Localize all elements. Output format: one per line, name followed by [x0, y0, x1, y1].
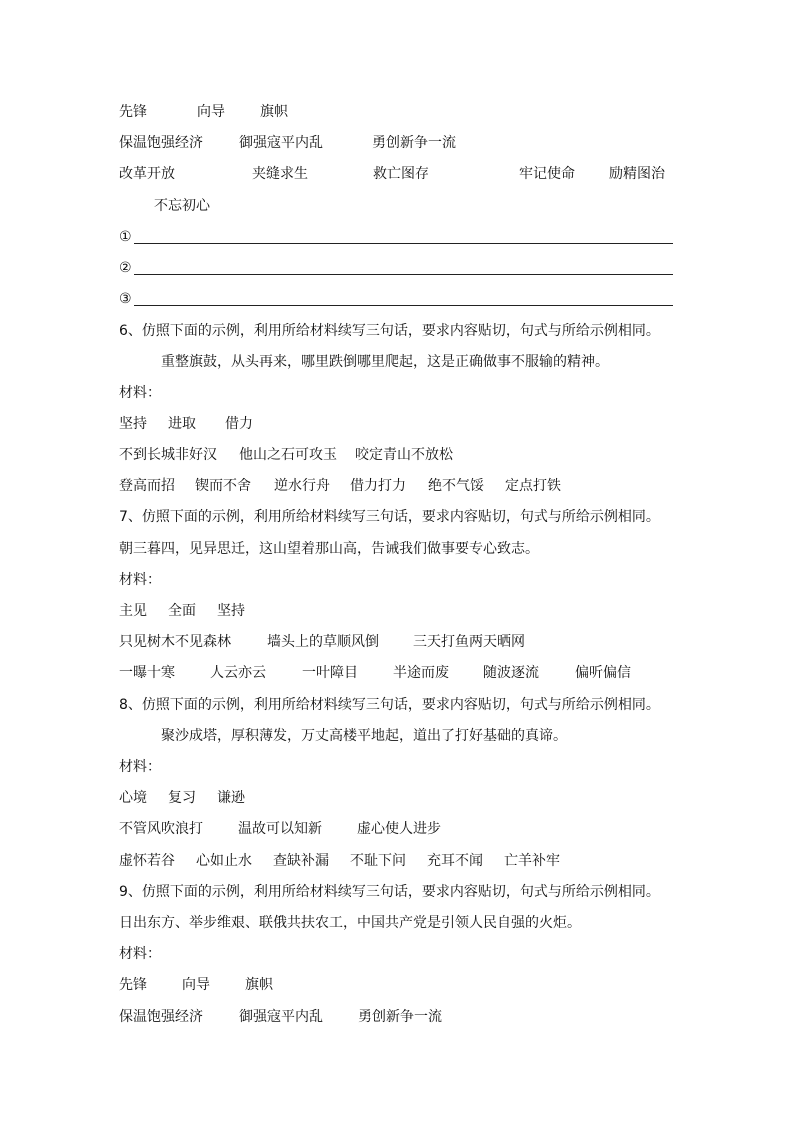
material-word: 主见 — [119, 603, 147, 619]
material-word: 不到长城非好汉 — [119, 447, 217, 463]
material-word: 他山之石可攻玉 — [239, 447, 337, 463]
material-word: 登高而招 — [119, 478, 175, 494]
material-word: 全面 — [168, 603, 196, 619]
material-word: 勇创新争一流 — [358, 1009, 442, 1025]
blank-number: ③ — [119, 291, 132, 307]
material-word: 向导 — [197, 104, 225, 120]
material-word: 夹缝求生 — [252, 166, 308, 182]
material-word: 保温饱强经济 — [119, 1009, 203, 1025]
material-word: 保温饱强经济 — [119, 135, 203, 151]
question-prompt: 7、仿照下面的示例，利用所给材料续写三句话，要求内容贴切，句式与所给示例相同。 — [119, 509, 660, 525]
material-word: 一曝十寒 — [119, 665, 175, 681]
question-example: 聚沙成塔，厚积薄发，万丈高楼平地起，道出了打好基础的真谛。 — [161, 728, 567, 744]
material-word: 查缺补漏 — [273, 853, 329, 869]
material-word: 绝不气馁 — [428, 478, 484, 494]
material-label: 材料： — [119, 759, 161, 775]
material-word: 不忘初心 — [154, 198, 210, 214]
material-word: 救亡图存 — [373, 166, 429, 182]
material-word: 坚持 — [217, 603, 245, 619]
question-prompt: 6、仿照下面的示例，利用所给材料续写三句话，要求内容贴切，句式与所给示例相同。 — [119, 323, 660, 339]
material-word: 借力 — [225, 416, 253, 432]
material-word: 借力打力 — [350, 478, 406, 494]
material-word: 充耳不闻 — [427, 853, 483, 869]
material-word: 半途而废 — [393, 665, 449, 681]
material-word: 一叶障目 — [302, 665, 358, 681]
material-word: 谦逊 — [217, 790, 245, 806]
question-example: 朝三暮四，见异思迁，这山望着那山高，告诫我们做事要专心致志。 — [119, 541, 539, 557]
material-word: 定点打铁 — [505, 478, 561, 494]
material-word: 勇创新争一流 — [372, 135, 456, 151]
material-word: 亡羊补牢 — [504, 853, 560, 869]
material-word: 御强寇平内乱 — [239, 1009, 323, 1025]
material-word: 先锋 — [119, 104, 147, 120]
material-word: 先锋 — [119, 977, 147, 993]
material-word: 不耻下问 — [350, 853, 406, 869]
material-label: 材料： — [119, 946, 161, 962]
material-word: 虚心使人进步 — [357, 821, 441, 837]
material-word: 旗帜 — [260, 104, 288, 120]
material-word: 咬定青山不放松 — [355, 447, 453, 463]
question-prompt: 8、仿照下面的示例，利用所给材料续写三句话，要求内容贴切，句式与所给示例相同。 — [119, 697, 660, 713]
material-word: 锲而不舍 — [195, 478, 251, 494]
material-word: 只见树木不见森林 — [119, 634, 231, 650]
answer-line — [134, 305, 673, 306]
material-word: 不管风吹浪打 — [119, 821, 203, 837]
material-word: 温故可以知新 — [238, 821, 322, 837]
material-word: 复习 — [168, 790, 196, 806]
material-word: 旗帜 — [245, 977, 273, 993]
material-word: 坚持 — [119, 416, 147, 432]
material-label: 材料： — [119, 385, 161, 401]
material-word: 励精图治 — [609, 166, 665, 182]
material-word: 逆水行舟 — [274, 478, 330, 494]
material-word: 心境 — [119, 790, 147, 806]
material-word: 改革开放 — [119, 166, 175, 182]
material-word: 墙头上的草顺风倒 — [267, 634, 379, 650]
material-word: 三天打鱼两天晒网 — [413, 634, 525, 650]
material-word: 御强寇平内乱 — [239, 135, 323, 151]
material-word: 偏听偏信 — [575, 665, 631, 681]
material-word: 心如止水 — [196, 853, 252, 869]
material-word: 虚怀若谷 — [119, 853, 175, 869]
material-word: 进取 — [168, 416, 196, 432]
material-label: 材料： — [119, 572, 161, 588]
material-word: 人云亦云 — [210, 665, 266, 681]
material-word: 牢记使命 — [519, 166, 575, 182]
blank-number: ② — [119, 260, 132, 276]
material-word: 随波逐流 — [483, 665, 539, 681]
material-word: 向导 — [182, 977, 210, 993]
question-prompt: 9、仿照下面的示例，利用所给材料续写三句话，要求内容贴切，句式与所给示例相同。 — [119, 884, 660, 900]
blank-number: ① — [119, 229, 132, 245]
question-example: 日出东方、举步维艰、联俄共扶农工，中国共产党是引领人民自强的火炬。 — [119, 915, 581, 931]
answer-line — [134, 274, 673, 275]
answer-line — [134, 243, 673, 244]
question-example: 重整旗鼓，从头再来，哪里跌倒哪里爬起，这是正确做事不服输的精神。 — [161, 354, 609, 370]
